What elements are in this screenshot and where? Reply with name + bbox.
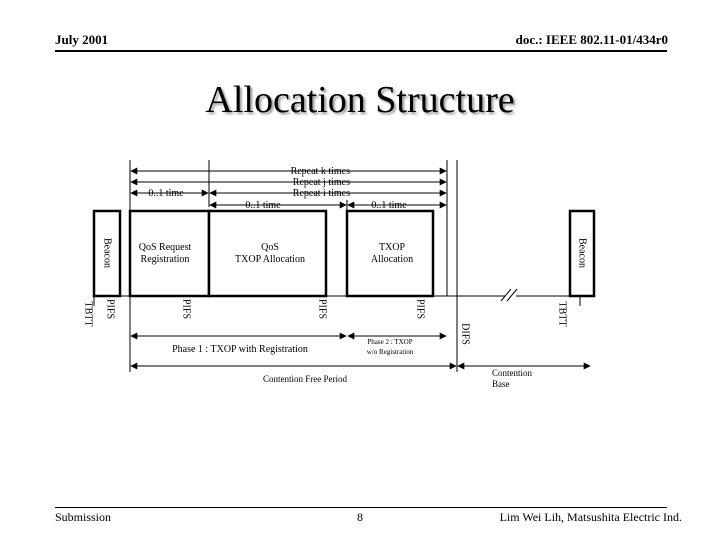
header-date: July 2001 bbox=[55, 32, 109, 47]
qos-request-line-2: Registration bbox=[140, 254, 190, 265]
cfp-label: Contention Free Period bbox=[263, 374, 347, 384]
slide-title: Allocation Structure bbox=[205, 79, 515, 121]
beacon-label-left: Beacon bbox=[101, 238, 113, 268]
repeat-k-label: Repeat k times bbox=[290, 166, 350, 177]
timeline-break-1 bbox=[501, 289, 511, 301]
timeline-break-2 bbox=[507, 289, 517, 301]
once-mid-label: 0..1 time bbox=[245, 200, 281, 211]
qos-request-line-1: QoS Request bbox=[138, 242, 192, 253]
qos-txop-line-2: TXOP Allocation bbox=[235, 254, 305, 265]
phase2-line-2: w/o Registration bbox=[366, 348, 414, 356]
difs-label: DIFS bbox=[459, 323, 471, 345]
contention-line-2: Base bbox=[492, 379, 510, 389]
pifs-label-2: PIFS bbox=[180, 298, 192, 320]
phase1-label: Phase 1 : TXOP with Registration bbox=[172, 344, 308, 355]
beacon-label-right: Beacon bbox=[576, 238, 588, 268]
tbtt-label-right: TBTT bbox=[556, 301, 568, 327]
phase2-line-1: Phase 2 : TXOP bbox=[367, 338, 413, 346]
once-left-label: 0..1 time bbox=[148, 188, 184, 199]
pifs-label-1: PIFS bbox=[104, 298, 116, 320]
repeat-j-label: Repeat j times bbox=[292, 177, 350, 188]
pifs-label-4: PIFS bbox=[414, 298, 426, 320]
footer-rule bbox=[55, 507, 667, 508]
repeat-i-label: Repeat i times bbox=[292, 188, 350, 199]
pifs-label-3: PIFS bbox=[316, 298, 328, 320]
tbtt-label-left: TBTT bbox=[82, 301, 94, 327]
txop-alloc-line-1: TXOP bbox=[378, 242, 406, 253]
footer-page-number: 8 bbox=[357, 510, 363, 524]
footer-submission: Submission bbox=[55, 510, 112, 524]
txop-alloc-line-2: Allocation bbox=[370, 254, 414, 265]
qos-txop-line-1: QoS bbox=[261, 242, 279, 253]
footer-author: Lim Wei Lih, Matsushita Electric Ind. bbox=[499, 510, 682, 524]
header-doc-id: doc.: IEEE 802.11-01/434r0 bbox=[515, 32, 668, 47]
contention-line-1: Contention bbox=[492, 368, 532, 378]
once-right-label: 0..1 time bbox=[371, 200, 407, 211]
